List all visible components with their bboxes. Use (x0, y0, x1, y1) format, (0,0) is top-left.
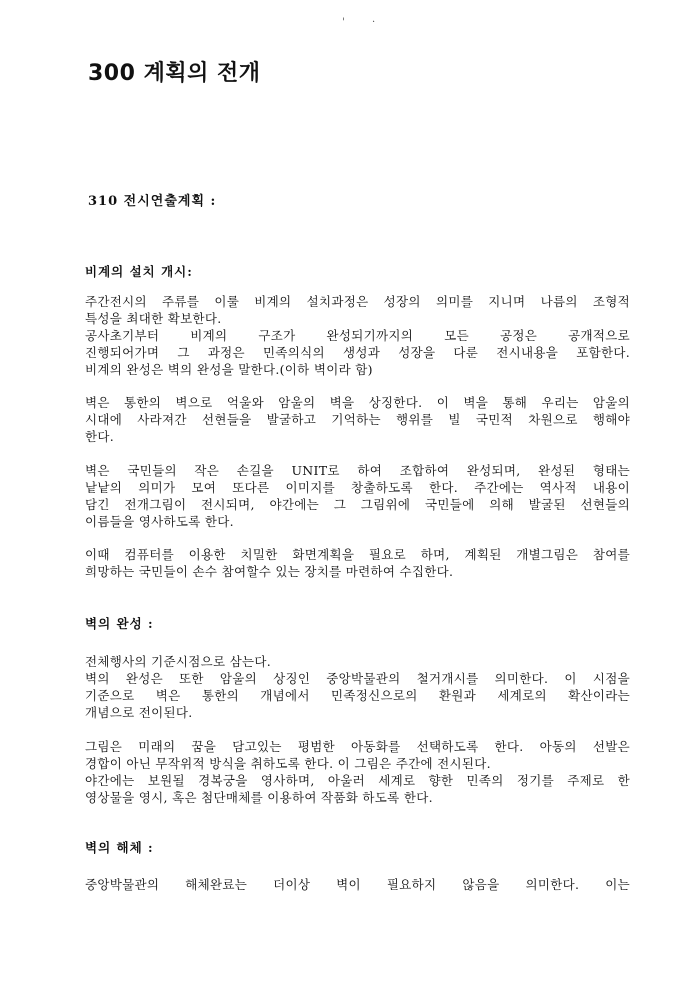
completion-p2-line: 그림은 미래의 꿈을 담고있는 평범한 아동화를 선택하도록 한다. 아동의 선발은 (85, 739, 630, 754)
install-p4-line: 희망하는 국민들이 손수 참여할수 있는 장치를 마련하여 수집한다. (85, 564, 454, 579)
dismantle-p1-line: 중앙박물관의 해체완료는 더이상 벽이 필요하지 않음을 의미한다. 이는 (85, 877, 630, 892)
install-p1-line: 공사초기부터 비계의 구조가 완성되기까지의 모든 공정은 공개적으로 (85, 328, 630, 343)
scan-speck: · (372, 17, 376, 28)
install-p1-line: 주간전시의 주류를 이룰 비계의 설치과정은 성장의 의미를 지니며 나름의 조형적 (85, 294, 630, 309)
install-heading: 비계의 설치 개시: (85, 264, 193, 279)
completion-p1-line: 기준으로 벽은 통한의 개념에서 민족정신으로의 환원과 세계로의 확산이라는 (85, 688, 630, 703)
completion-heading: 벽의 완성 : (85, 616, 154, 631)
install-p3-line: 담긴 전개그림이 전시되며, 야간에는 그 그림위에 국민들에 의해 발굴된 선현들의 (85, 497, 630, 512)
install-p2-line: 시대에 사라져간 선현들을 발굴하고 기억하는 행위를 빌 국민적 차원으로 행해야 (85, 412, 630, 427)
completion-p1-line: 벽의 완성은 또한 암울의 상징인 중앙박물관의 철거개시를 의미한다. 이 시점을 (85, 671, 630, 686)
page-title: 300 계획의 전개 (88, 61, 261, 86)
dismantle-heading: 벽의 해체 : (85, 840, 154, 855)
install-p2-line: 벽은 통한의 벽으로 억울와 암울의 벽을 상징한다. 이 벽을 통해 우리는 암울의 (85, 395, 630, 410)
install-p3-line: 이름들을 영사하도록 한다. (85, 514, 234, 529)
install-p3-line: 낱낱의 의미가 모여 또다른 이미지를 창출하도록 한다. 주간에는 역사적 내용이 (85, 480, 630, 495)
install-p1-line: 비계의 완성은 벽의 완성을 말한다.(이하 벽이라 함) (85, 362, 373, 377)
completion-p1-line: 개념으로 전이된다. (85, 705, 193, 720)
install-p1-line: 특성을 최대한 확보한다. (85, 311, 222, 326)
install-p2-line: 한다. (85, 429, 115, 444)
install-p4-line: 이때 컴퓨터를 이용한 치밀한 화면계획을 필요로 하며, 계획된 개별그림은 참여를 (85, 547, 630, 562)
completion-p2-line: 경합이 아닌 무작위적 방식을 취하도록 한다. 이 그림은 주간에 전시된다. (85, 756, 491, 771)
section-310-heading: 310 전시연출계획 : (88, 194, 217, 209)
install-p1-line: 진행되어가며 그 과정은 민족의식의 생성과 성장을 다룬 전시내용을 포함한다. (85, 345, 630, 360)
completion-p1-line: 전체행사의 기준시점으로 삼는다. (85, 654, 272, 669)
install-p3-line: 벽은 국민들의 작은 손길을 UNIT로 하여 조합하여 완성되며, 완성된 형태는 (85, 463, 630, 478)
completion-p2-line: 야간에는 보원될 경복궁을 영사하며, 아울러 세계로 향한 민족의 정기를 주제로 한 (85, 773, 630, 788)
scan-speck: ' (342, 17, 345, 28)
completion-p2-line: 영상물을 영시, 혹은 첨단매체를 이용하여 작품화 하도록 한다. (85, 790, 433, 805)
